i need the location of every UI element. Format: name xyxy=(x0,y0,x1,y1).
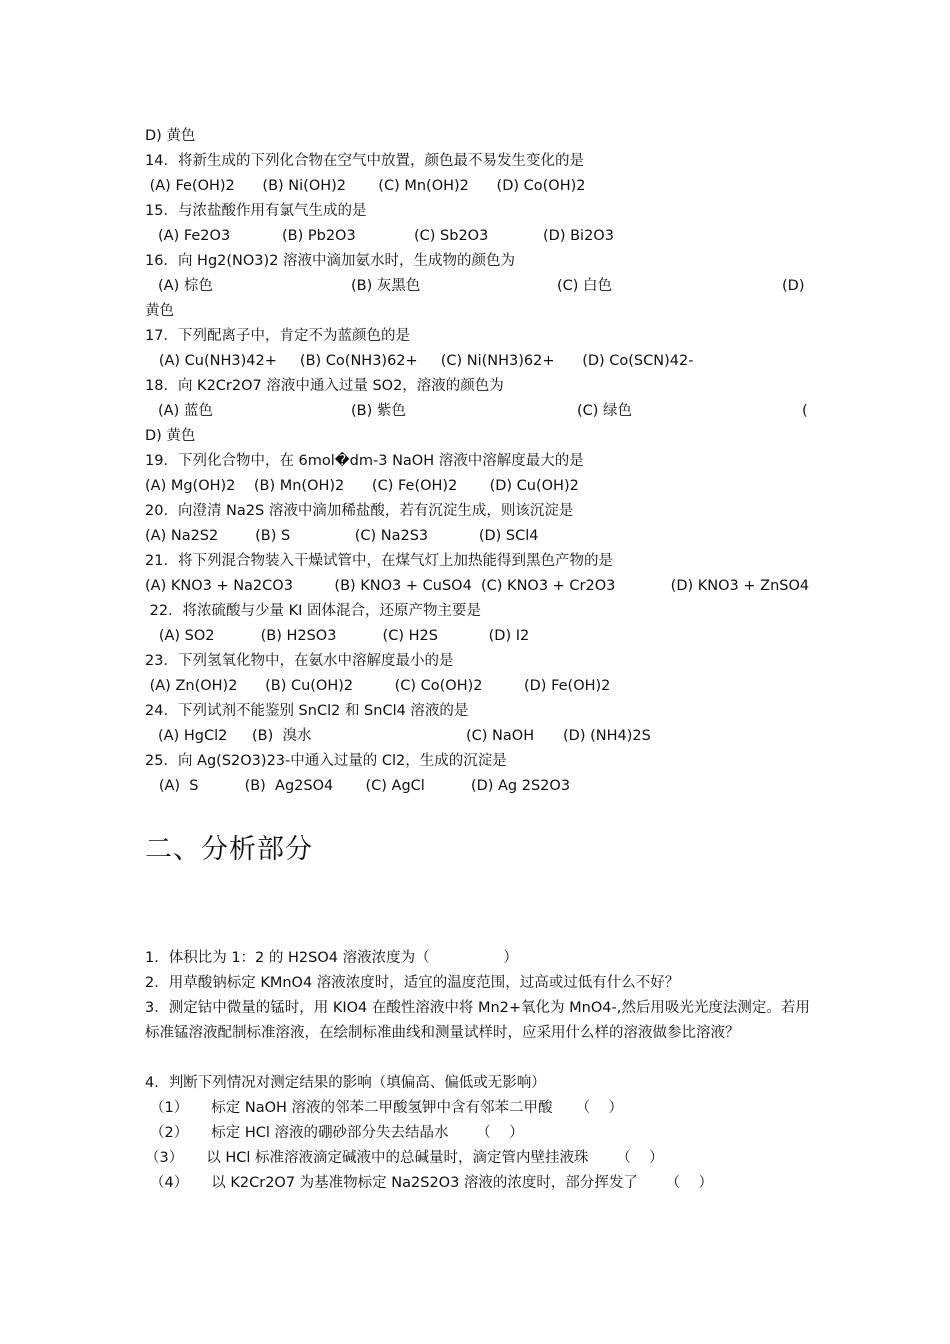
question-15-option-b: (B) Pb2O3 xyxy=(282,228,356,244)
question-16-option-d: (D) xyxy=(782,278,805,294)
question-14: 14．将新生成的下列化合物在空气中放置，颜色最不易发生变化的是 xyxy=(145,153,584,169)
question-25-options: (A) S (B) Ag2SO4 (C) AgCl (D) Ag 2S2O3 xyxy=(145,778,571,794)
question-15-option-a: (A) Fe2O3 xyxy=(158,228,231,244)
question-24-option-a: (A) HgCl2 xyxy=(158,728,228,744)
question-25: 25．向 Ag(S2O3)23-中通入过量的 Cl2，生成的沉淀是 xyxy=(145,753,507,769)
question-15: 15．与浓盐酸作用有氯气生成的是 xyxy=(145,203,367,219)
question-23: 23．下列氢氧化物中，在氨水中溶解度最小的是 xyxy=(145,653,454,669)
question-18-option-d-wrap: D) 黄色 xyxy=(145,428,196,444)
question-18-option-b: (B) 紫色 xyxy=(351,403,406,419)
section-heading: 二、分析部分 xyxy=(145,834,313,865)
question-18-option-a: (A) 蓝色 xyxy=(158,403,213,419)
question-19: 19．下列化合物中，在 6mol�dm-3 NaOH 溶液中溶解度最大的是 xyxy=(145,453,584,469)
question-14-options: (A) Fe(OH)2 (B) Ni(OH)2 (C) Mn(OH)2 (D) Co(OH)2 xyxy=(145,178,586,194)
question-18-option-d: ( xyxy=(802,403,808,419)
question-22-options: (A) SO2 (B) H2SO3 (C) H2S (D) I2 xyxy=(145,628,530,644)
question-17: 17．下列配离子中，肯定不为蓝颜色的是 xyxy=(145,328,410,344)
question-24-option-d: (D) (NH4)2S xyxy=(563,728,651,744)
question-21-options: (A) KNO3 + Na2CO3 (B) KNO3 + CuSO4 (C) KNO3 + Cr2O3 (D) KNO3 + ZnSO4 xyxy=(145,578,810,594)
question-22: 22．将浓硫酸与少量 KI 固体混合，还原产物主要是 xyxy=(145,603,482,619)
question-24: 24．下列试剂不能鉴别 SnCl2 和 SnCl4 溶液的是 xyxy=(145,703,469,719)
analysis-sub-1: （1） 标定 NaOH 溶液的邻苯二甲酸氢钾中含有邻苯二甲酸 （ ） xyxy=(150,1100,624,1116)
analysis-question-1: 1．体积比为 1：2 的 H2SO4 溶液浓度为（ ） xyxy=(145,950,518,966)
analysis-sub-3: （3） 以 HCl 标准溶液滴定碱液中的总碱量时，滴定管内壁挂液珠 （ ） xyxy=(145,1150,664,1166)
question-24-option-c: (C) NaOH xyxy=(466,728,535,744)
question-16-option-b: (B) 灰黑色 xyxy=(351,278,421,294)
analysis-question-3: 3．测定钴中微量的锰时，用 KIO4 在酸性溶液中将 Mn2+氧化为 MnO4-,然后用吸光光度法测定。若用标准锰溶液配制标准溶液，在绘制标准曲线和测量试样时，应采用什么样的溶液做参比溶液？ xyxy=(145,1000,810,1041)
question-15-option-c: (C) Sb2O3 xyxy=(414,228,489,244)
question-23-options: (A) Zn(OH)2 (B) Cu(OH)2 (C) Co(OH)2 (D) Fe(OH)2 xyxy=(145,678,611,694)
question-16-option-d-wrap: 黄色 xyxy=(145,303,174,319)
analysis-sub-2: （2） 标定 HCl 溶液的硼砂部分失去结晶水 （ ） xyxy=(150,1125,524,1141)
question-18-option-c: (C) 绿色 xyxy=(577,403,633,419)
question-17-options: (A) Cu(NH3)42+ (B) Co(NH3)62+ (C) Ni(NH3)62+ (D) Co(SCN)42- xyxy=(145,353,694,369)
question-20-options: (A) Na2S2 (B) S (C) Na2S3 (D) SCl4 xyxy=(145,528,539,544)
question-16: 16．向 Hg2(NO3)2 溶液中滴加氨水时，生成物的颜色为 xyxy=(145,253,516,269)
question-16-option-c: (C) 白色 xyxy=(557,278,613,294)
question-21: 21．将下列混合物装入干燥试管中，在煤气灯上加热能得到黑色产物的是 xyxy=(145,553,613,569)
question-19-options: (A) Mg(OH)2 (B) Mn(OH)2 (C) Fe(OH)2 (D) Cu(OH)2 xyxy=(145,478,579,494)
question-18: 18．向 K2Cr2O7 溶液中通入过量 SO2，溶液的颜色为 xyxy=(145,378,504,394)
analysis-question-4: 4．判断下列情况对测定结果的影响（填偏高、偏低或无影响） xyxy=(145,1075,546,1091)
analysis-sub-4: （4） 以 K2Cr2O7 为基准物标定 Na2S2O3 溶液的浓度时，部分挥发了 （ ） xyxy=(150,1175,714,1191)
q13-option-d-wrap: D) 黄色 xyxy=(145,128,196,144)
question-16-option-a: (A) 棕色 xyxy=(158,278,213,294)
question-24-option-b: (B) 溴水 xyxy=(252,728,312,744)
question-20: 20．向澄清 Na2S 溶液中滴加稀盐酸，若有沉淀生成，则该沉淀是 xyxy=(145,503,574,519)
question-15-option-d: (D) Bi2O3 xyxy=(543,228,614,244)
analysis-question-2: 2．用草酸钠标定 KMnO4 溶液浓度时，适宜的温度范围，过高或过低有什么不好？ xyxy=(145,975,680,991)
